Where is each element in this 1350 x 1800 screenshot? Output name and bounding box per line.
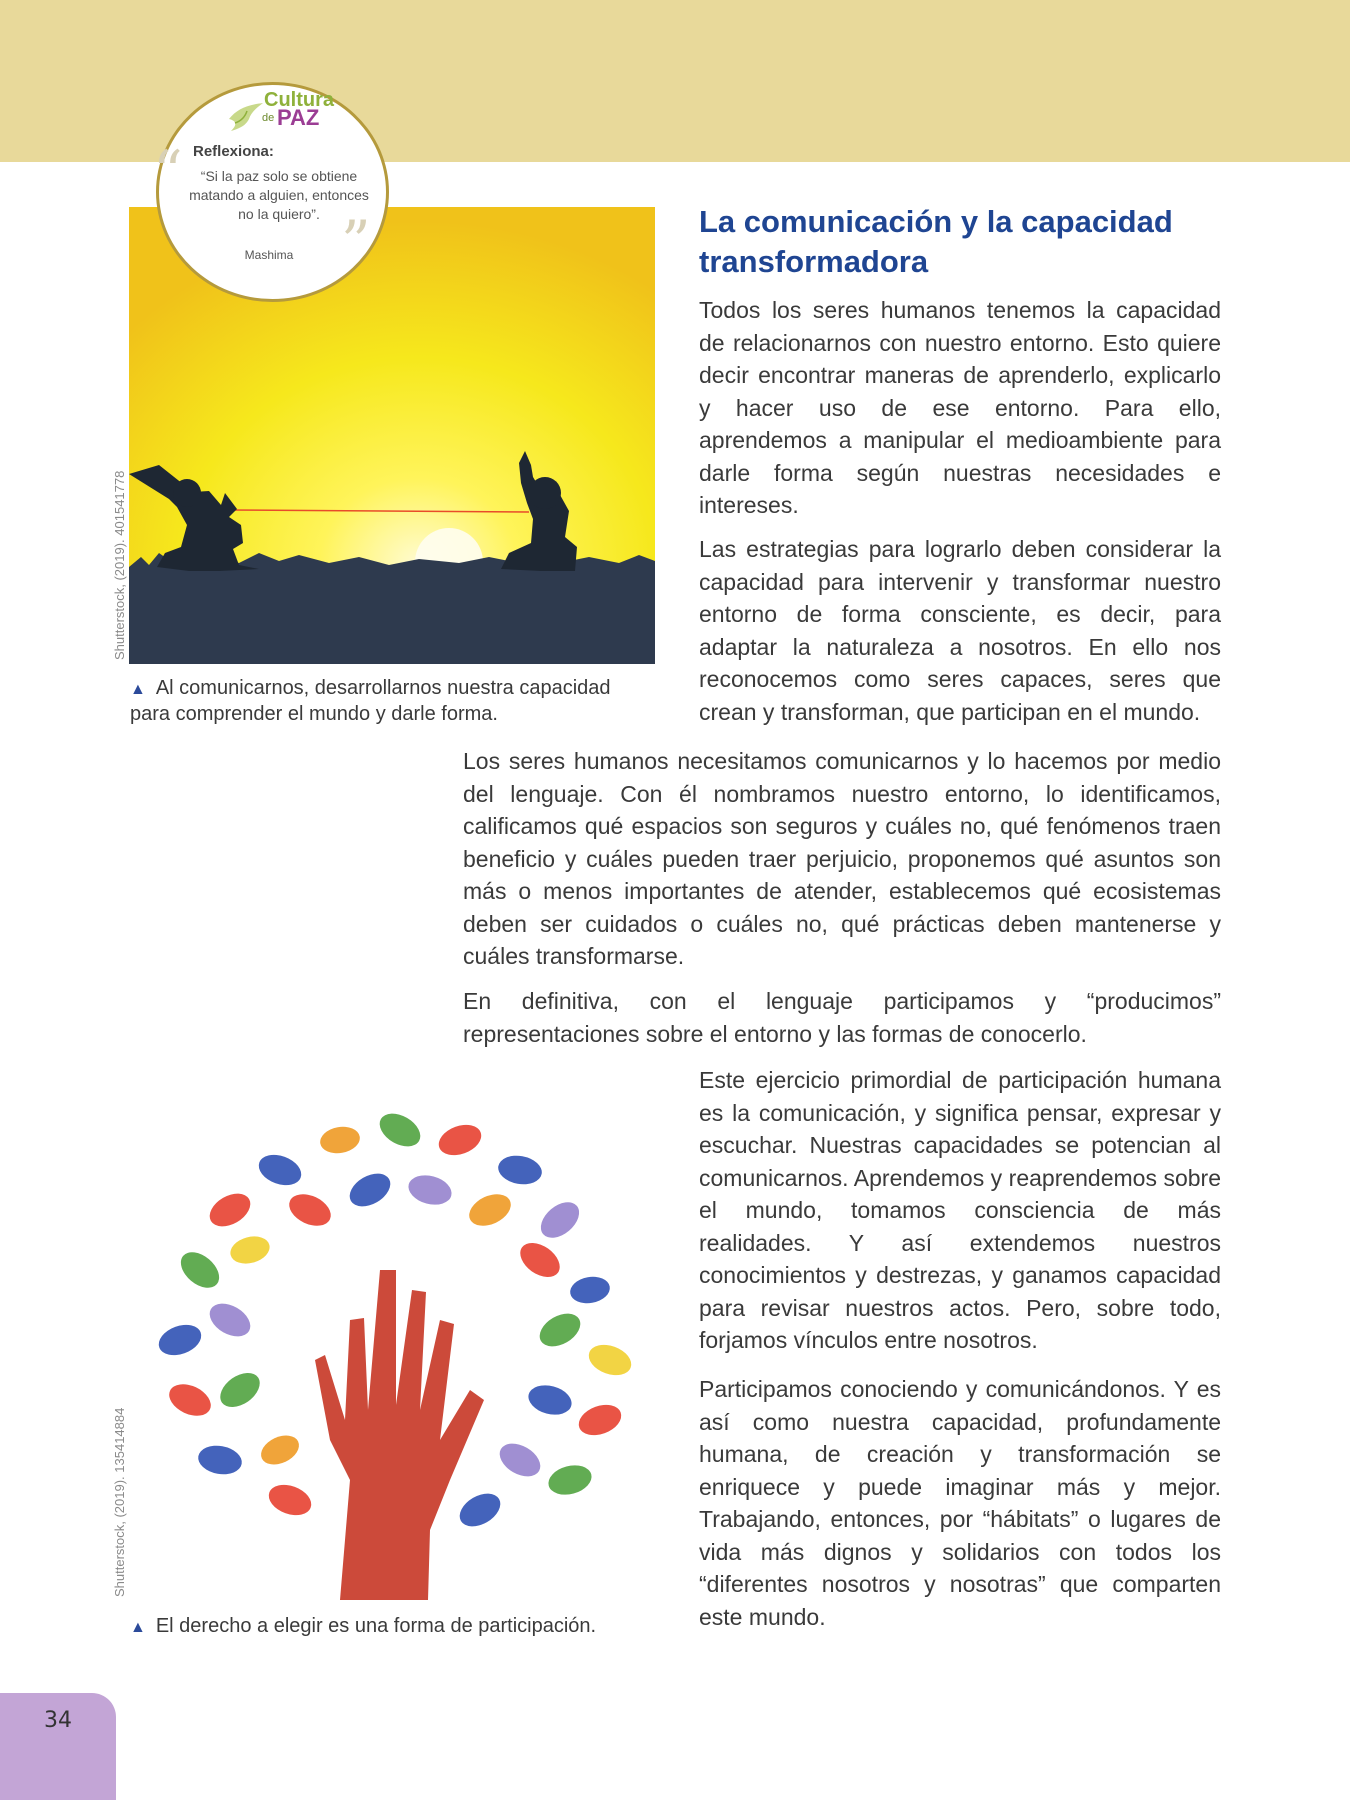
quote-author: Mashima: [244, 248, 294, 262]
photo1-caption-text: Al comunicarnos, desarrollarnos nuestra capacidad para comprender el mundo y darle forma.: [130, 677, 611, 725]
caption-triangle-icon: ▲: [130, 1619, 146, 1636]
photo1-caption: [130, 676, 650, 727]
paragraph-2: Las estrategias para lograrlo deben considerar la capacidad para intervenir y transformar nuestro entorno de forma consciente, es decir, para adaptar la naturaleza a nosotros. En ello nos reconocemos como seres capaces, seres que crean y transforman, que participan en el mundo.: [699, 536, 1221, 725]
logo-de-text: de: [262, 112, 275, 124]
hand-tree-photo: [140, 1060, 650, 1600]
quote-callout: [153, 82, 389, 302]
photo2-credit: Shutterstock, (2019). 135414884: [112, 1407, 127, 1597]
quote-text: “Si la paz solo se obtiene matando a alguien, entonces no la quiero”.: [189, 168, 369, 222]
photo2-caption-text: El derecho a elegir es una forma de participación.: [155, 1615, 597, 1637]
close-quote-mark: ”: [341, 208, 371, 276]
paragraph-4: En definitiva, con el lenguaje participamos y “producimos” representaciones sobre el entorno y las formas de conocerlo.: [463, 988, 1221, 1047]
paragraph-5: Este ejercicio primordial de participación humana es la comunicación, y significa pensar, expresar y escuchar. Nuestras capacidades se potencian al comunicarnos. Aprendemos y reaprendemos sobre el mundo, tomamos consciencia de más realidades. Y así extendemos nuestros conocimientos y destrezas, y ganamos capacidad para revisar nuestros actos. Pero, sobre todo, forjamos vínculos entre nosotros.: [699, 1067, 1221, 1353]
dove-icon: [227, 99, 267, 133]
logo-cultura-text: Cultura: [264, 89, 334, 111]
open-quote-mark: “: [153, 138, 183, 206]
quote-label: Reflexiona:: [193, 143, 274, 160]
paragraph-6: Participamos conociendo y comunicándonos. Y es así como nuestra capacidad, profundamente humana, de creación y transformación se enriquece y puede imaginar más y mejor. Trabajando, entonces, por “hábitats” o lugares de vida más dignos y solidarios con todos los “diferentes nosotros y nosotras” que comparten este mundo.: [699, 1376, 1221, 1630]
logo-paz-text: PAZ: [277, 105, 320, 130]
paragraph-3: Los seres humanos necesitamos comunicarnos y lo hacemos por medio del lenguaje. Con él nombramos nuestro entorno, lo identificamos, calificamos qué espacios son seguros y cuáles no, qué fenómenos traen beneficio y cuáles pueden traer perjuicio, proponemos qué asuntos son más o menos importantes de atender, establecemos qué ecosistemas deben ser cuidados o cuáles no, qué prácticas deben mantenerse y cuáles transformarse.: [463, 748, 1221, 969]
page-number: 34: [44, 1708, 72, 1733]
photo2-caption: [130, 1614, 650, 1640]
section-heading: La comunicación y la capacidad transformadora: [699, 204, 1173, 279]
paragraph-1: Todos los seres humanos tenemos la capacidad de relacionarnos con nuestro entorno. Esto quiere decir encontrar maneras de aprenderlo, explicarlo y hacer uso de ese entorno. Para ello, aprendemos a manipular el medioambiente para darle forma según nuestras necesidades e intereses.: [699, 297, 1221, 518]
caption-triangle-icon: ▲: [130, 681, 146, 698]
photo1-credit: Shutterstock, (2019). 401541778: [112, 470, 127, 660]
